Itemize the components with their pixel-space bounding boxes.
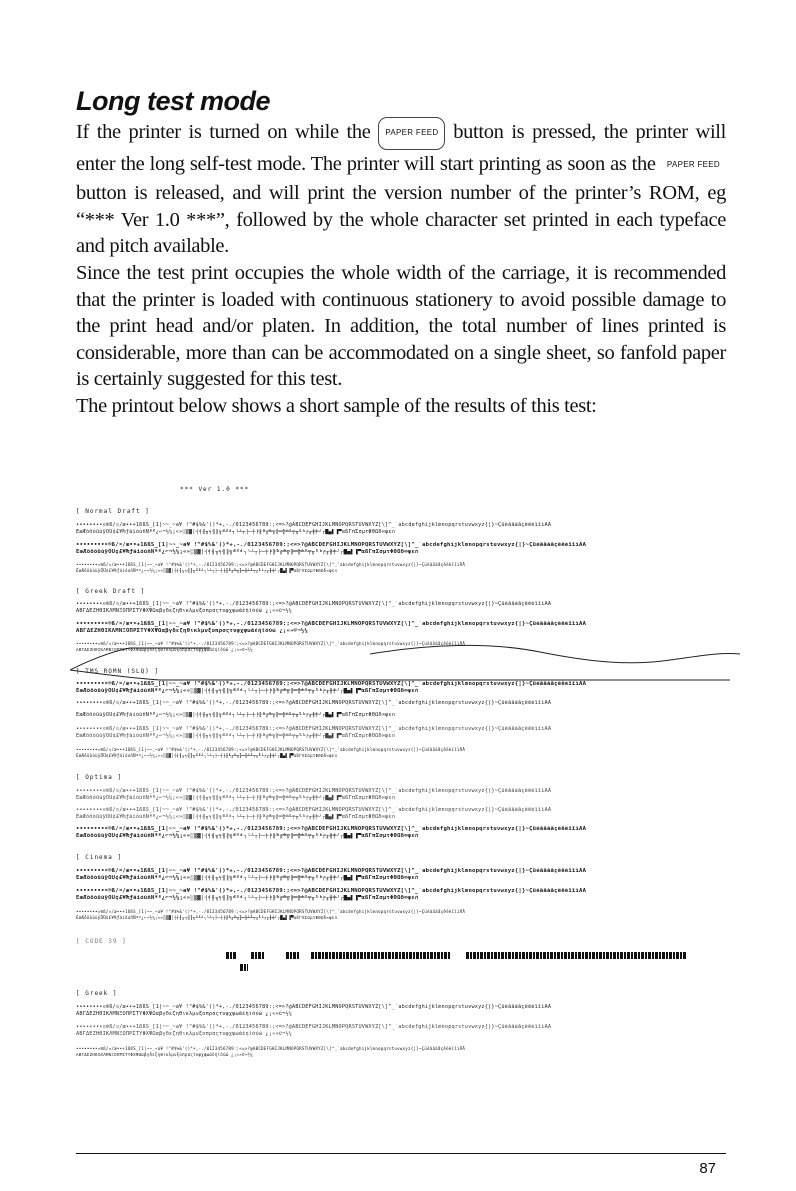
charset-line: ÉæÆôöòûùÿÖÜ¢£¥₧ƒáíóúñÑªº¿⌐¬½¼¡«»░▒▓│┤╡╢╖╕╣║╗╝╜╛┐└┴┬├─┼╞╟╚╔╩╦╠═╬╧╨╤╥╙╘╒╓╫╪┘┌█▄▌▐▀αßΓπΣσµτΦΘΩδ∞φε∩	[76, 753, 338, 758]
charset-line: ••••••••¤®ß/¤/æ••+1ßßS_[1|~~_~a¥ !"#$%&'()*+,-./0123456789:;<=>?@ABCDEFGHIJKLMNOPQRSTUVWXYZ[\]^_`abcdefghijklmnopqrstuvwxyz{|}~ÇüéâäàåçêëèïîìÄÅ	[76, 747, 466, 752]
charset-line: ••••••••¤®ß/¤/æ••+1ßßS_[1|~~_~a¥ !"#$%&'()*+,-./0123456789:;<=>?@ABCDEFGHIJKLMNOPQRSTUVWXYZ[\]^_`abcdefghijklmnopqrstuvwxyz{|}~ÇüéâäàåçêëèïîìÄÅ	[76, 868, 587, 874]
charset-line: ΑΒΓΔΕΖΗΘΙΚΛΜΝΞΟΠΡΣΤΥΦΧΨΩαβγδεζηθικλμνξοπρσςτυφχψωάέήίόύώ ¿¡«»©¬½¼	[76, 628, 308, 634]
charset-line: ÉæÆôöòûùÿÖÜ¢£¥₧ƒáíóúñÑªº¿⌐¬½¼¡«»░▒▓│┤╡╢╖╕╣║╗╝╜╛┐└┴┬├─┼╞╟╚╔╩╦╠═╬╧╨╤╥╙╘╒╓╫╪┘┌█▄▌▐▀αßΓπΣσµτΦΘΩδ∞φε∩	[76, 529, 396, 535]
paragraph-1	[76, 117, 726, 260]
charset-line: ••••••••¤®ß/¤/æ••+1ßßS_[1|~~_~a¥ !"#$%&'()*+,-./0123456789:;<=>?@ABCDEFGHIJKLMNOPQRSTUVWXYZ[\]^_`abcdefghijklmnopqrstuvwxyz{|}~ÇüéâäàåçêëèïîìÄÅ	[76, 788, 552, 794]
charset-line: ÉæÆôöòûùÿÖÜ¢£¥₧ƒáíóúñÑªº¿⌐¬½¼¡«»░▒▓│┤╡╢╖╕╣║╗╝╜╛┐└┴┬├─┼╞╟╚╔╩╦╠═╬╧╨╤╥╙╘╒╓╫╪┘┌█▄▌▐▀αßΓπΣσµτΦΘΩδ∞φε∩	[76, 875, 419, 881]
section-code39: [ CODE 39 ]	[76, 938, 127, 945]
paragraph-2: Since the test print occupies the whole width of the carriage, it is recommended that the printer is loaded with continuous stationery to avoid possible damage to the print head and/or platen. In addition, the total number of lines printed is considerable, more than can be accommodated on a single sheet, so fanfold paper is certainly suggested for this test.	[76, 261, 726, 391]
barcode-bar	[311, 952, 451, 959]
charset-line: ••••••••¤®ß/¤/æ••+1ßßS_[1|~~_~a¥ !"#$%&'()*+,-./0123456789:;<=>?@ABCDEFGHIJKLMNOPQRSTUVWXYZ[\]^_`abcdefghijklmnopqrstuvwxyz{|}~ÇüéâäàåçêëèïîìÄÅ	[76, 888, 587, 894]
charset-line: ΑΒΓΔΕΖΗΘΙΚΛΜΝΞΟΠΡΣΤΥΦΧΨΩαβγδεζηθικλμνξοπρσςτυφχψωάέήίόύώ ¿¡«»©¬½¼	[76, 1011, 293, 1017]
charset-line: ••••••••¤®ß/¤/æ••+1ßßS_[1|~~_~a¥ !"#$%&'()*+,-./0123456789:;<=>?@ABCDEFGHIJKLMNOPQRSTUVWXYZ[\]^_`abcdefghijklmnopqrstuvwxyz{|}~ÇüéâäàåçêëèïîìÄÅ	[76, 807, 552, 813]
charset-line: ΑΒΓΔΕΖΗΘΙΚΛΜΝΞΟΠΡΣΤΥΦΧΨΩαβγδεζηθικλμνξοπρσςτυφχψωάέήίόύώ ¿¡«»©¬½¼	[76, 608, 293, 614]
barcode-bar	[240, 964, 248, 971]
paragraph-3: The printout below shows a short sample of the results of this test:	[76, 394, 597, 417]
page-number: 87	[699, 1160, 716, 1177]
paper-feed-key-label: PAPER FEED	[378, 117, 445, 150]
charset-line: ÉæÆôöòûùÿÖÜ¢£¥₧ƒáíóúñÑªº¿⌐¬½¼¡«»░▒▓│┤╡╢╖╕╣║╗╝╜╛┐└┴┬├─┼╞╟╚╔╩╦╠═╬╧╨╤╥╙╘╒╓╫╪┘┌█▄▌▐▀αßΓπΣσµτΦΘΩδ∞φε∩	[76, 833, 419, 839]
barcode-bar	[226, 952, 236, 959]
charset-line: ÉæÆôöòûùÿÖÜ¢£¥₧ƒáíóúñÑªº¿⌐¬½¼¡«»░▒▓│┤╡╢╖╕╣║╗╝╜╛┐└┴┬├─┼╞╟╚╔╩╦╠═╬╧╨╤╥╙╘╒╓╫╪┘┌█▄▌▐▀αßΓπΣσµτΦΘΩδ∞φε∩	[76, 568, 338, 573]
body-text	[76, 117, 726, 420]
charset-line: ••••••••¤®ß/¤/æ••+1ßßS_[1|~~_~a¥ !"#$%&'()*+,-./0123456789:;<=>?@ABCDEFGHIJKLMNOPQRSTUVWXYZ[\]^_`abcdefghijklmnopqrstuvwxyz{|}~ÇüéâäàåçêëèïîìÄÅ	[76, 1004, 552, 1010]
charset-line: ÉæÆôöòûùÿÖÜ¢£¥₧ƒáíóúñÑªº¿⌐¬½¼¡«»░▒▓│┤╡╢╖╕╣║╗╝╜╛┐└┴┬├─┼╞╟╚╔╩╦╠═╬╧╨╤╥╙╘╒╓╫╪┘┌█▄▌▐▀αßΓπΣσµτΦΘΩδ∞φε∩	[76, 795, 396, 801]
charset-line: ÉæÆôöòûùÿÖÜ¢£¥₧ƒáíóúñÑªº¿⌐¬½¼¡«»░▒▓│┤╡╢╖╕╣║╗╝╜╛┐└┴┬├─┼╞╟╚╔╩╦╠═╬╧╨╤╥╙╘╒╓╫╪┘┌█▄▌▐▀αßΓπΣσµτΦΘΩδ∞φε∩	[76, 712, 396, 718]
charset-line: ••••••••¤®ß/¤/æ••+1ßßS_[1|~~_~a¥ !"#$%&'()*+,-./0123456789:;<=>?@ABCDEFGHIJKLMNOPQRSTUVWXYZ[\]^_`abcdefghijklmnopqrstuvwxyz{|}~ÇüéâäàåçêëèïîìÄÅ	[76, 726, 552, 732]
charset-line: ΑΒΓΔΕΖΗΘΙΚΛΜΝΞΟΠΡΣΤΥΦΧΨΩαβγδεζηθικλμνξοπρσςτυφχψωάέήίόύώ ¿¡«»©¬½¼	[76, 1052, 253, 1057]
charset-line: ••••••••¤®ß/¤/æ••+1ßßS_[1|~~_~a¥ !"#$%&'()*+,-./0123456789:;<=>?@ABCDEFGHIJKLMNOPQRSTUVWXYZ[\]^_`abcdefghijklmnopqrstuvwxyz{|}~ÇüéâäàåçêëèïîìÄÅ	[76, 522, 552, 528]
charset-line: ••••••••¤®ß/¤/æ••+1ßßS_[1|~~_~a¥ !"#$%&'()*+,-./0123456789:;<=>?@ABCDEFGHIJKLMNOPQRSTUVWXYZ[\]^_`abcdefghijklmnopqrstuvwxyz{|}~ÇüéâäàåçêëèïîìÄÅ	[76, 909, 466, 914]
section-cinema: [ Cinema ]	[76, 854, 123, 861]
sample-printout	[76, 486, 726, 1156]
charset-line: ••••••••¤®ß/¤/æ••+1ßßS_[1|~~_~a¥ !"#$%&'()*+,-./0123456789:;<=>?@ABCDEFGHIJKLMNOPQRSTUVWXYZ[\]^_`abcdefghijklmnopqrstuvwxyz{|}~ÇüéâäàåçêëèïîìÄÅ	[76, 1024, 552, 1030]
charset-line: ••••••••¤®ß/¤/æ••+1ßßS_[1|~~_~a¥ !"#$%&'()*+,-./0123456789:;<=>?@ABCDEFGHIJKLMNOPQRSTUVWXYZ[\]^_`abcdefghijklmnopqrstuvwxyz{|}~ÇüéâäàåçêëèïîìÄÅ	[76, 542, 587, 548]
section-tms-roman: [ TMS ROMN (SLQ) ]	[76, 668, 160, 675]
charset-line: ÉæÆôöòûùÿÖÜ¢£¥₧ƒáíóúñÑªº¿⌐¬½¼¡«»░▒▓│┤╡╢╖╕╣║╗╝╜╛┐└┴┬├─┼╞╟╚╔╩╦╠═╬╧╨╤╥╙╘╒╓╫╪┘┌█▄▌▐▀αßΓπΣσµτΦΘΩδ∞φε∩	[76, 814, 396, 820]
para1-part-b: button is pressed, the printer will enter the long self-test mode. The printer will start printing as soon as the	[76, 121, 726, 175]
paper-curl-illustration	[70, 630, 740, 690]
paper-feed-key-label-2: PAPER FEED	[666, 159, 720, 169]
charset-line: ••••••••¤®ß/¤/æ••+1ßßS_[1|~~_~a¥ !"#$%&'()*+,-./0123456789:;<=>?@ABCDEFGHIJKLMNOPQRSTUVWXYZ[\]^_`abcdefghijklmnopqrstuvwxyz{|}~ÇüéâäàåçêëèïîìÄÅ	[76, 700, 552, 706]
para1-part-c: button is released, and will print the version number of the printer’s ROM, eg “*** Ver 1.0 ***”, followed by the whole character set printed in each typeface and pitch available.	[76, 182, 726, 258]
charset-line: ÉæÆôöòûùÿÖÜ¢£¥₧ƒáíóúñÑªº¿⌐¬½¼¡«»░▒▓│┤╡╢╖╕╣║╗╝╜╛┐└┴┬├─┼╞╟╚╔╩╦╠═╬╧╨╤╥╙╘╒╓╫╪┘┌█▄▌▐▀αßΓπΣσµτΦΘΩδ∞φε∩	[76, 915, 338, 920]
charset-line: ÉæÆôöòûùÿÖÜ¢£¥₧ƒáíóúñÑªº¿⌐¬½¼¡«»░▒▓│┤╡╢╖╕╣║╗╝╜╛┐└┴┬├─┼╞╟╚╔╩╦╠═╬╧╨╤╥╙╘╒╓╫╪┘┌█▄▌▐▀αßΓπΣσµτΦΘΩδ∞φε∩	[76, 733, 396, 739]
section-greek-draft: [ Greek Draft ]	[76, 588, 146, 595]
charset-line: ÉæÆôöòûùÿÖÜ¢£¥₧ƒáíóúñÑªº¿⌐¬½¼¡«»░▒▓│┤╡╢╖╕╣║╗╝╜╛┐└┴┬├─┼╞╟╚╔╩╦╠═╬╧╨╤╥╙╘╒╓╫╪┘┌█▄▌▐▀αßΓπΣσµτΦΘΩδ∞φε∩	[76, 549, 419, 555]
charset-line: ••••••••¤®ß/¤/æ••+1ßßS_[1|~~_~a¥ !"#$%&'()*+,-./0123456789:;<=>?@ABCDEFGHIJKLMNOPQRSTUVWXYZ[\]^_`abcdefghijklmnopqrstuvwxyz{|}~ÇüéâäàåçêëèïîìÄÅ	[76, 562, 466, 567]
charset-line: ΑΒΓΔΕΖΗΘΙΚΛΜΝΞΟΠΡΣΤΥΦΧΨΩαβγδεζηθικλμνξοπρσςτυφχψωάέήίόύώ ¿¡«»©¬½¼	[76, 1031, 293, 1037]
barcode-bar	[251, 952, 265, 959]
section-optima: [ Optima ]	[76, 774, 123, 781]
charset-line: ••••••••¤®ß/¤/æ••+1ßßS_[1|~~_~a¥ !"#$%&'()*+,-./0123456789:;<=>?@ABCDEFGHIJKLMNOPQRSTUVWXYZ[\]^_`abcdefghijklmnopqrstuvwxyz{|}~ÇüéâäàåçêëèïîìÄÅ	[76, 1046, 466, 1051]
charset-line: ••••••••¤®ß/¤/æ••+1ßßS_[1|~~_~a¥ !"#$%&'()*+,-./0123456789:;<=>?@ABCDEFGHIJKLMNOPQRSTUVWXYZ[\]^_`abcdefghijklmnopqrstuvwxyz{|}~ÇüéâäàåçêëèïîìÄÅ	[76, 601, 552, 607]
section-greek: [ Greek ]	[76, 990, 118, 997]
para1-part-a: If the printer is turned on while the	[76, 121, 379, 143]
charset-line: ÉæÆôöòûùÿÖÜ¢£¥₧ƒáíóúñÑªº¿⌐¬½¼¡«»░▒▓│┤╡╢╖╕╣║╗╝╜╛┐└┴┬├─┼╞╟╚╔╩╦╠═╬╧╨╤╥╙╘╒╓╫╪┘┌█▄▌▐▀αßΓπΣσµτΦΘΩδ∞φε∩	[76, 895, 419, 901]
charset-line: ••••••••¤®ß/¤/æ••+1ßßS_[1|~~_~a¥ !"#$%&'()*+,-./0123456789:;<=>?@ABCDEFGHIJKLMNOPQRSTUVWXYZ[\]^_`abcdefghijklmnopqrstuvwxyz{|}~ÇüéâäàåçêëèïîìÄÅ	[76, 681, 587, 687]
barcode-bar	[286, 952, 300, 959]
charset-line: ÉæÆôöòûùÿÖÜ¢£¥₧ƒáíóúñÑªº¿⌐¬½¼¡«»░▒▓│┤╡╢╖╕╣║╗╝╜╛┐└┴┬├─┼╞╟╚╔╩╦╠═╬╧╨╤╥╙╘╒╓╫╪┘┌█▄▌▐▀αßΓπΣσµτΦΘΩδ∞φε∩	[76, 688, 419, 694]
barcode-bar	[466, 952, 686, 959]
section-title: Long test mode	[76, 86, 270, 116]
footer-rule	[76, 1153, 726, 1154]
version-line: *** Ver 1.0 ***	[180, 486, 250, 493]
charset-line: ••••••••¤®ß/¤/æ••+1ßßS_[1|~~_~a¥ !"#$%&'()*+,-./0123456789:;<=>?@ABCDEFGHIJKLMNOPQRSTUVWXYZ[\]^_`abcdefghijklmnopqrstuvwxyz{|}~ÇüéâäàåçêëèïîìÄÅ	[76, 826, 587, 832]
charset-line: ΑΒΓΔΕΖΗΘΙΚΛΜΝΞΟΠΡΣΤΥΦΧΨΩαβγδεζηθικλμνξοπρσςτυφχψωάέήίόύώ ¿¡«»©¬½¼	[76, 647, 253, 652]
charset-line: ••••••••¤®ß/¤/æ••+1ßßS_[1|~~_~a¥ !"#$%&'()*+,-./0123456789:;<=>?@ABCDEFGHIJKLMNOPQRSTUVWXYZ[\]^_`abcdefghijklmnopqrstuvwxyz{|}~ÇüéâäàåçêëèïîìÄÅ	[76, 641, 466, 646]
section-normal-draft: [ Normal Draft ]	[76, 508, 150, 515]
charset-line: ••••••••¤®ß/¤/æ••+1ßßS_[1|~~_~a¥ !"#$%&'()*+,-./0123456789:;<=>?@ABCDEFGHIJKLMNOPQRSTUVWXYZ[\]^_`abcdefghijklmnopqrstuvwxyz{|}~ÇüéâäàåçêëèïîìÄÅ	[76, 621, 587, 627]
